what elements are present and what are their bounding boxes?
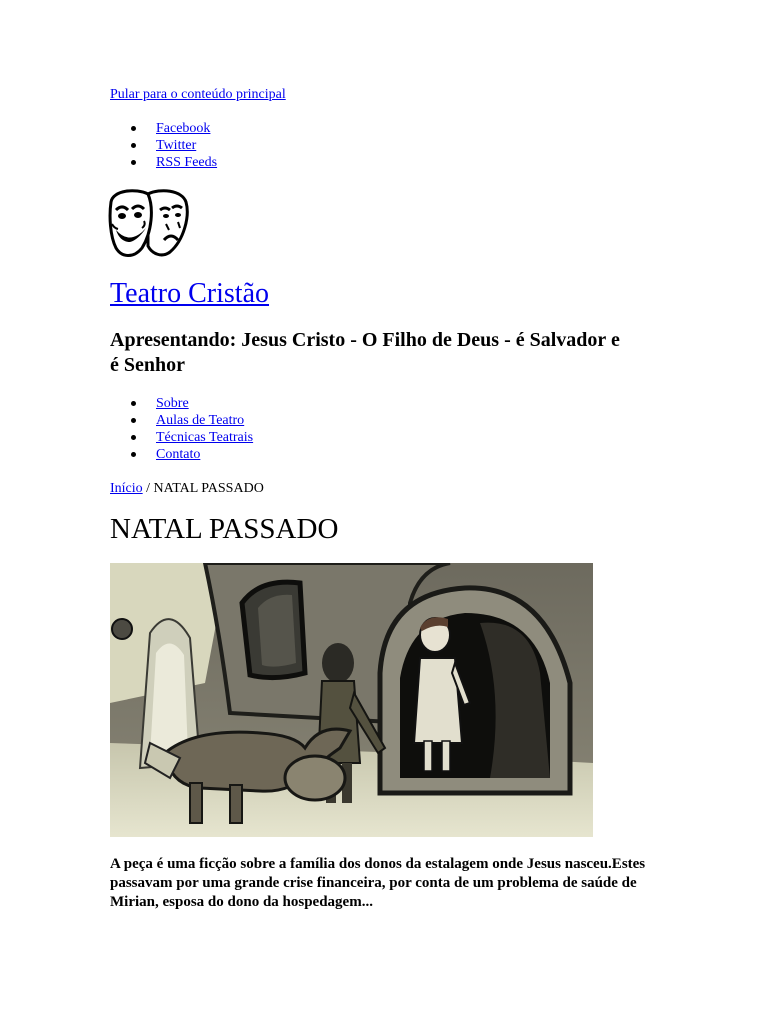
bullet-icon xyxy=(131,143,136,148)
site-title xyxy=(110,277,269,311)
bullet-icon xyxy=(131,435,136,440)
breadcrumb-separator: / xyxy=(142,481,154,496)
post-excerpt: A peça é uma ficção sobre a família dos donos da estalagem onde Jesus nasceu.Estes passavam por uma grande crise financeira, por conta de um problema de saúde de Mirian, esposa do dono da hospedagem... xyxy=(110,856,646,910)
rss-feeds-link[interactable]: RSS Feeds xyxy=(156,155,218,170)
nav-item-tecnicas xyxy=(110,429,253,446)
main-navigation xyxy=(110,395,253,463)
social-links xyxy=(110,120,217,171)
social-item-facebook xyxy=(110,120,217,137)
social-item-rss xyxy=(110,154,217,171)
theatre-masks-icon[interactable] xyxy=(108,188,190,260)
bullet-icon xyxy=(131,160,136,165)
bullet-icon xyxy=(131,401,136,406)
breadcrumb-current: NATAL PASSADO xyxy=(153,481,264,496)
post-title: NATAL PASSADO xyxy=(110,513,339,545)
site-tagline: Apresentando: Jesus Cristo - O Filho de Deus - é Salvador e é Senhor xyxy=(110,329,620,376)
breadcrumb xyxy=(110,480,264,497)
twitter-link[interactable]: Twitter xyxy=(156,138,197,153)
nav-link-sobre[interactable]: Sobre xyxy=(156,396,189,411)
nav-item-sobre xyxy=(110,395,253,412)
site-title-link[interactable]: Teatro Cristão xyxy=(110,278,269,309)
social-item-twitter xyxy=(110,137,217,154)
nav-link-aulas-de-teatro[interactable]: Aulas de Teatro xyxy=(156,413,245,428)
nav-item-aulas xyxy=(110,412,253,429)
breadcrumb-home-link[interactable]: Início xyxy=(110,481,143,496)
bullet-icon xyxy=(131,418,136,423)
nav-link-tecnicas-teatrais[interactable]: Técnicas Teatrais xyxy=(156,430,254,445)
nav-item-contato xyxy=(110,446,253,463)
post-featured-image xyxy=(110,563,593,837)
skip-to-content-link[interactable]: Pular para o conteúdo principal xyxy=(110,87,286,102)
bullet-icon xyxy=(131,126,136,131)
bullet-icon xyxy=(131,452,136,457)
facebook-link[interactable]: Facebook xyxy=(156,121,211,136)
nav-link-contato[interactable]: Contato xyxy=(156,447,201,462)
